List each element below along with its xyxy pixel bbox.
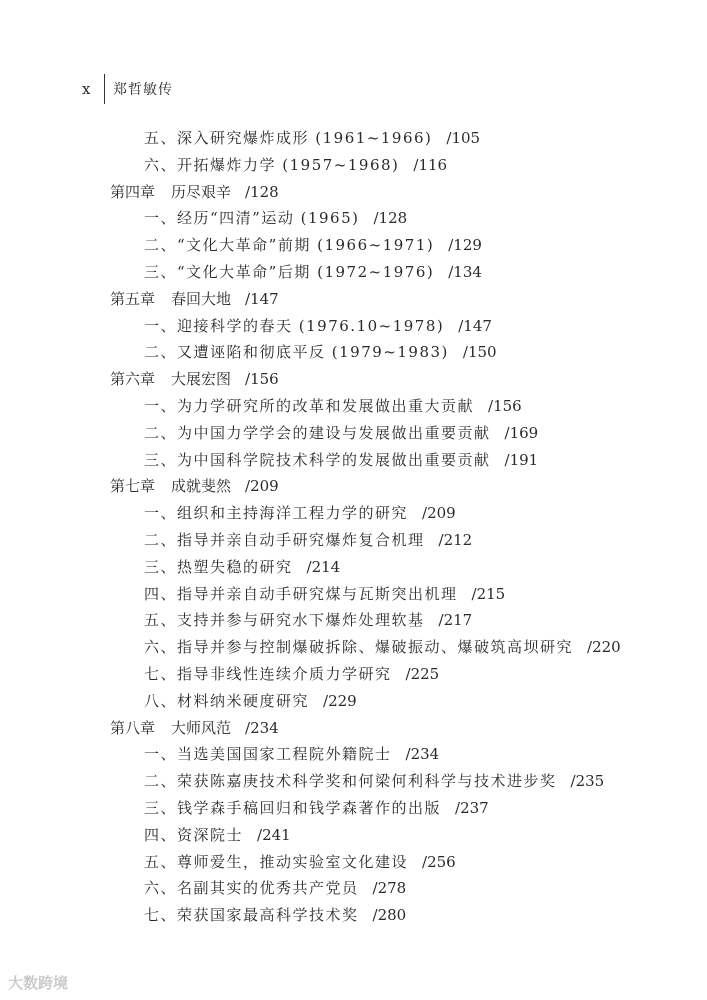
toc-chapter-entry[interactable] [0,179,707,206]
chapter-number: 第八章 [110,718,156,737]
page-number: /220 [587,638,621,657]
entry-title: 四、指导并亲自动手研究煤与瓦斯突出机理 [144,584,458,603]
toc-section-entry[interactable] [0,259,707,286]
toc-section-entry[interactable] [0,634,707,661]
page-number: /150 [462,343,497,362]
page-number: /217 [438,611,473,630]
toc-section-entry[interactable] [0,447,707,474]
toc-section-entry[interactable] [0,313,707,340]
page-number: /237 [455,798,489,817]
page-number: /156 [488,396,522,415]
entry-title: 三、热塑失稳的研究 [144,557,293,576]
watermark: 大数跨境 [8,974,69,992]
toc-section-entry[interactable] [0,875,707,902]
toc-section-entry[interactable] [0,768,707,795]
page-number: /234 [245,718,279,737]
entry-title: 二、又遭诬陷和彻底平反 (1979~1983) [144,343,449,362]
entry-title: 二、“文化大革命”前期 (1966~1971) [144,236,435,255]
toc-section-entry[interactable] [0,661,707,688]
toc-chapter-entry[interactable] [0,286,707,313]
toc-section-entry[interactable] [0,339,707,366]
page-number: /234 [405,745,440,764]
page-number: /209 [245,477,279,496]
toc-section-entry[interactable] [0,232,707,259]
page-number: /256 [422,852,456,871]
entry-title: 六、指导并参与控制爆破拆除、爆破振动、爆破筑高坝研究 [144,638,574,657]
toc-section-entry[interactable] [0,607,707,634]
running-title: 郑哲敏传 [113,82,173,98]
page-number: /241 [257,825,291,844]
page-number: /129 [448,236,482,255]
page-number: /225 [405,664,440,683]
page-number: /212 [438,530,473,549]
toc-section-entry[interactable] [0,500,707,527]
entry-title: 六、名副其实的优秀共产党员 [144,879,359,898]
page-number: /128 [373,209,408,228]
entry-title: 八、材料纳米硬度研究 [144,691,310,710]
toc-section-entry[interactable] [0,902,707,929]
toc-section-entry[interactable] [0,152,707,179]
page-number: /116 [413,155,448,174]
entry-title: 五、深入研究爆炸成形 (1961~1966) [144,129,433,147]
entry-title: 大师风范 [171,718,232,737]
page-number: /191 [504,450,539,469]
page-number: /105 [446,129,481,147]
toc-chapter-entry[interactable] [0,366,707,393]
entry-title: 历尽艰辛 [171,182,232,201]
toc-section-entry[interactable] [0,849,707,876]
toc-section-entry[interactable] [0,795,707,822]
toc-section-entry[interactable] [0,581,707,608]
toc-chapter-entry[interactable] [0,473,707,500]
entry-title: 一、迎接科学的春天 (1976.10~1978) [144,316,445,335]
header-divider [104,74,105,104]
entry-title: 大展宏图 [171,370,232,389]
page-number: /147 [245,289,279,308]
page-number: /156 [245,370,279,389]
entry-title: 二、指导并亲自动手研究爆炸复合机理 [144,530,425,549]
entry-title: 七、指导非线性连续介质力学研究 [144,664,392,683]
page-number: /280 [372,906,407,925]
page-number: /229 [323,691,357,710]
entry-title: 六、开拓爆炸力学 (1957~1968) [144,155,400,174]
chapter-number: 第六章 [110,370,156,389]
entry-title: 三、钱学森手稿回归和钱学森著作的出版 [144,798,442,817]
page-number: /147 [458,316,492,335]
entry-title: 五、尊师爱生，推动实验室文化建设 [144,852,409,871]
entry-title: 七、荣获国家最高科学技术奖 [144,906,359,925]
chapter-number: 第七章 [110,477,156,496]
chapter-number: 第五章 [110,289,156,308]
entry-title: 春回大地 [171,289,232,308]
entry-title: 成就斐然 [171,477,232,496]
entry-title: 二、荣获陈嘉庚技术科学奖和何梁何利科学与技术进步奖 [144,772,557,791]
page-number: /169 [504,423,539,442]
page-number: /215 [471,584,506,603]
toc-section-entry[interactable] [0,527,707,554]
chapter-number: 第四章 [110,182,156,201]
entry-title: 四、资深院士 [144,825,244,844]
toc-section-entry[interactable] [0,205,707,232]
page-folio: x [82,80,91,98]
entry-title: 一、组织和主持海洋工程力学的研究 [144,504,409,523]
page-number: /128 [245,182,279,201]
page-number: /235 [570,772,605,791]
entry-title: 五、支持并参与研究水下爆炸处理软基 [144,611,425,630]
page-number: /134 [448,262,482,281]
entry-title: 一、经历“四清”运动 (1965) [144,209,360,228]
entry-title: 三、“文化大革命”后期 (1972~1976) [144,262,435,281]
toc-section-entry[interactable] [0,554,707,581]
toc-section-entry[interactable] [0,822,707,849]
page-number: /278 [372,879,407,898]
entry-title: 二、为中国力学学会的建设与发展做出重要贡献 [144,423,491,442]
toc-section-entry[interactable] [0,741,707,768]
entry-title: 三、为中国科学院技术科学的发展做出重要贡献 [144,450,491,469]
table-of-contents [0,125,707,929]
page-number: /214 [306,557,341,576]
toc-section-entry[interactable] [0,125,707,152]
page-number: /209 [422,504,456,523]
toc-section-entry[interactable] [0,688,707,715]
entry-title: 一、当选美国国家工程院外籍院士 [144,745,392,764]
toc-section-entry[interactable] [0,420,707,447]
toc-chapter-entry[interactable] [0,715,707,742]
running-header [82,76,173,102]
toc-section-entry[interactable] [0,393,707,420]
entry-title: 一、为力学研究所的改革和发展做出重大贡献 [144,396,475,415]
